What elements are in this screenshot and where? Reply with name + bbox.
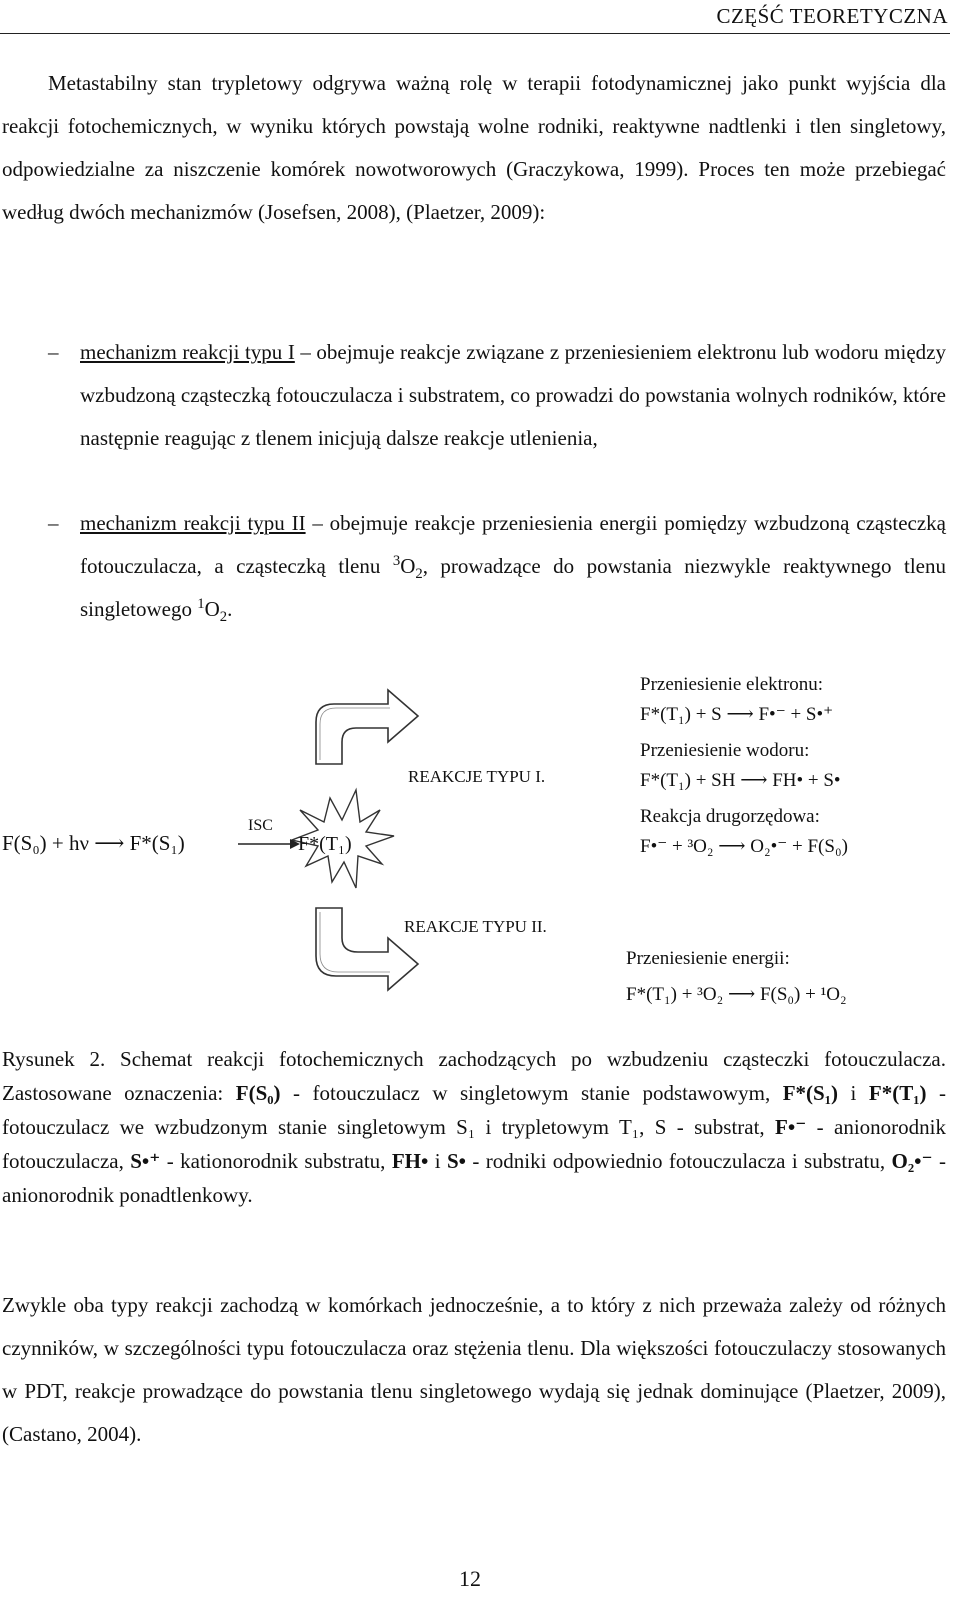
reaction-2-equation: F*(T₁) + SH ⟶ FH• + S•: [640, 770, 841, 791]
isc-label: ISC: [248, 817, 273, 834]
type-2-curved-arrow: [316, 908, 418, 990]
reaction-1-title: Przeniesienie elektronu:: [640, 674, 824, 695]
caption-text: i: [838, 1081, 869, 1105]
subscript: 2: [219, 609, 228, 626]
triplet-state-label: F*(T₁): [298, 833, 352, 855]
mechanism-type-2: [48, 502, 947, 631]
caption-text: Rysunek 2. Schemat reakcji fotochemicznych zachodzących po wzbudzeniu cząsteczki fotouczulacza. Zastosowane oznaczenia:: [2, 1047, 946, 1105]
page-number: 12: [459, 1566, 481, 1591]
list-dash: –: [48, 511, 59, 535]
reaction-2-title: Przeniesienie wodoru:: [640, 740, 810, 761]
closing-paragraph: [2, 1284, 946, 1456]
caption-term: FH•: [391, 1149, 429, 1173]
reaction-4-equation: F*(T₁) + ³O₂ ⟶ F(S₀) + ¹O₂: [626, 984, 847, 1005]
caption-text: - rodniki odpowiednio fotouczulacza i substratu,: [465, 1149, 892, 1173]
caption-text: - anionorodnik ponadtlenkowy.: [2, 1149, 946, 1207]
mechanism-2-title: mechanizm reakcji typu II: [80, 511, 306, 535]
caption-term: F(S₀): [235, 1081, 281, 1105]
header-rule: [0, 33, 950, 34]
type-2-arrow-shadow: [320, 912, 390, 972]
list-dash: –: [48, 340, 59, 364]
caption-term: F*(S₁): [782, 1081, 839, 1105]
reaction-4-title: Przeniesienie energii:: [626, 948, 790, 969]
intro-text: Metastabilny stan trypletowy odgrywa ważną rolę w terapii fotodynamicznej jako punkt wyjścia dla reakcji fotochemicznych, w wyniku których powstają wolne rodniki, reaktywne nadtlenki i tlen singletowy, odpowiedzialne za niszczenie komórek nowotworowych (Graczykowa, 1999). Proces ten może przebiegać według dwóch mechanizmów (Josefsen, 2008), (Plaetzer, 2009):: [2, 71, 946, 224]
oxygen-symbol: O: [400, 554, 416, 578]
caption-text: - kationorodnik substratu,: [160, 1149, 392, 1173]
subscript: 2: [415, 566, 423, 583]
figure-caption: [2, 1042, 946, 1212]
type-2-label: REAKCJE TYPU II.: [404, 917, 547, 936]
mechanism-1-title: mechanizm reakcji typu I: [80, 340, 295, 364]
superscript: 1: [197, 596, 205, 612]
superscript: 3: [392, 553, 401, 569]
mechanism-type-1: [48, 331, 946, 460]
intro-paragraph: [2, 62, 946, 234]
mechanism-2-body-b: , prowadzące do powstania niezwykle reaktywnego tlenu singletowego: [80, 554, 947, 621]
caption-term: F•⁻: [775, 1115, 807, 1139]
type-1-arrow-shadow: [320, 708, 390, 760]
caption-text: - fotouczulacz w singletowym stanie podstawowym,: [280, 1081, 783, 1105]
caption-term: S•: [446, 1149, 466, 1173]
type-1-label: REAKCJE TYPU I.: [408, 767, 546, 786]
caption-text: i: [428, 1149, 447, 1173]
oxygen-symbol: O: [204, 597, 220, 621]
section-header: CZĘŚĆ TEORETYCZNA: [716, 4, 948, 28]
reaction-3-title: Reakcja drugorzędowa:: [640, 806, 820, 827]
type-1-curved-arrow: [316, 690, 418, 764]
sentence-end: .: [227, 597, 233, 621]
start-equation: F(S₀) + hν ⟶ F*(S₁): [2, 831, 185, 855]
mechanism-1-body: – obejmuje reakcje związane z przeniesieniem elektronu lub wodoru między wzbudzoną cząsteczką fotouczulacza i substratem, co prowadzi do powstania wolnych rodników, które następnie reagując z tlenem inicjują dalsze reakcje utlenienia,: [80, 340, 946, 450]
reaction-1-equation: F*(T₁) + S ⟶ F•⁻ + S•⁺: [640, 704, 834, 725]
caption-term: S•⁺: [130, 1149, 161, 1173]
reaction-3-equation: F•⁻ + ³O₂ ⟶ O₂•⁻ + F(S₀): [640, 836, 848, 857]
closing-text: Zwykle oba typy reakcji zachodzą w komórkach jednocześnie, a to który z nich przeważa zależy od różnych czynników, w szczególności typu fotouczulacza oraz stężenia tlenu. Dla większości fotouczulaczy stosowanych w PDT, reakcje prowadzące do powstania tlenu singletowego wydają się jednak dominujące (Plaetzer, 2009), (Castano, 2004).: [2, 1293, 946, 1446]
caption-term: O₂•⁻: [891, 1149, 933, 1173]
caption-text: - anionorodnik fotouczulacza,: [2, 1115, 946, 1173]
reaction-scheme-figure: [0, 660, 960, 1020]
mechanism-2-body-a: – obejmuje reakcje przeniesienia energii pomiędzy wzbudzoną cząsteczką fotouczulacza, a cząsteczką tlenu: [80, 511, 946, 578]
caption-text: - fotouczulacz we wzbudzonym stanie singletowym S₁ i trypletowym T₁, S - substrat,: [2, 1081, 946, 1139]
caption-term: F*(T₁): [868, 1081, 927, 1105]
